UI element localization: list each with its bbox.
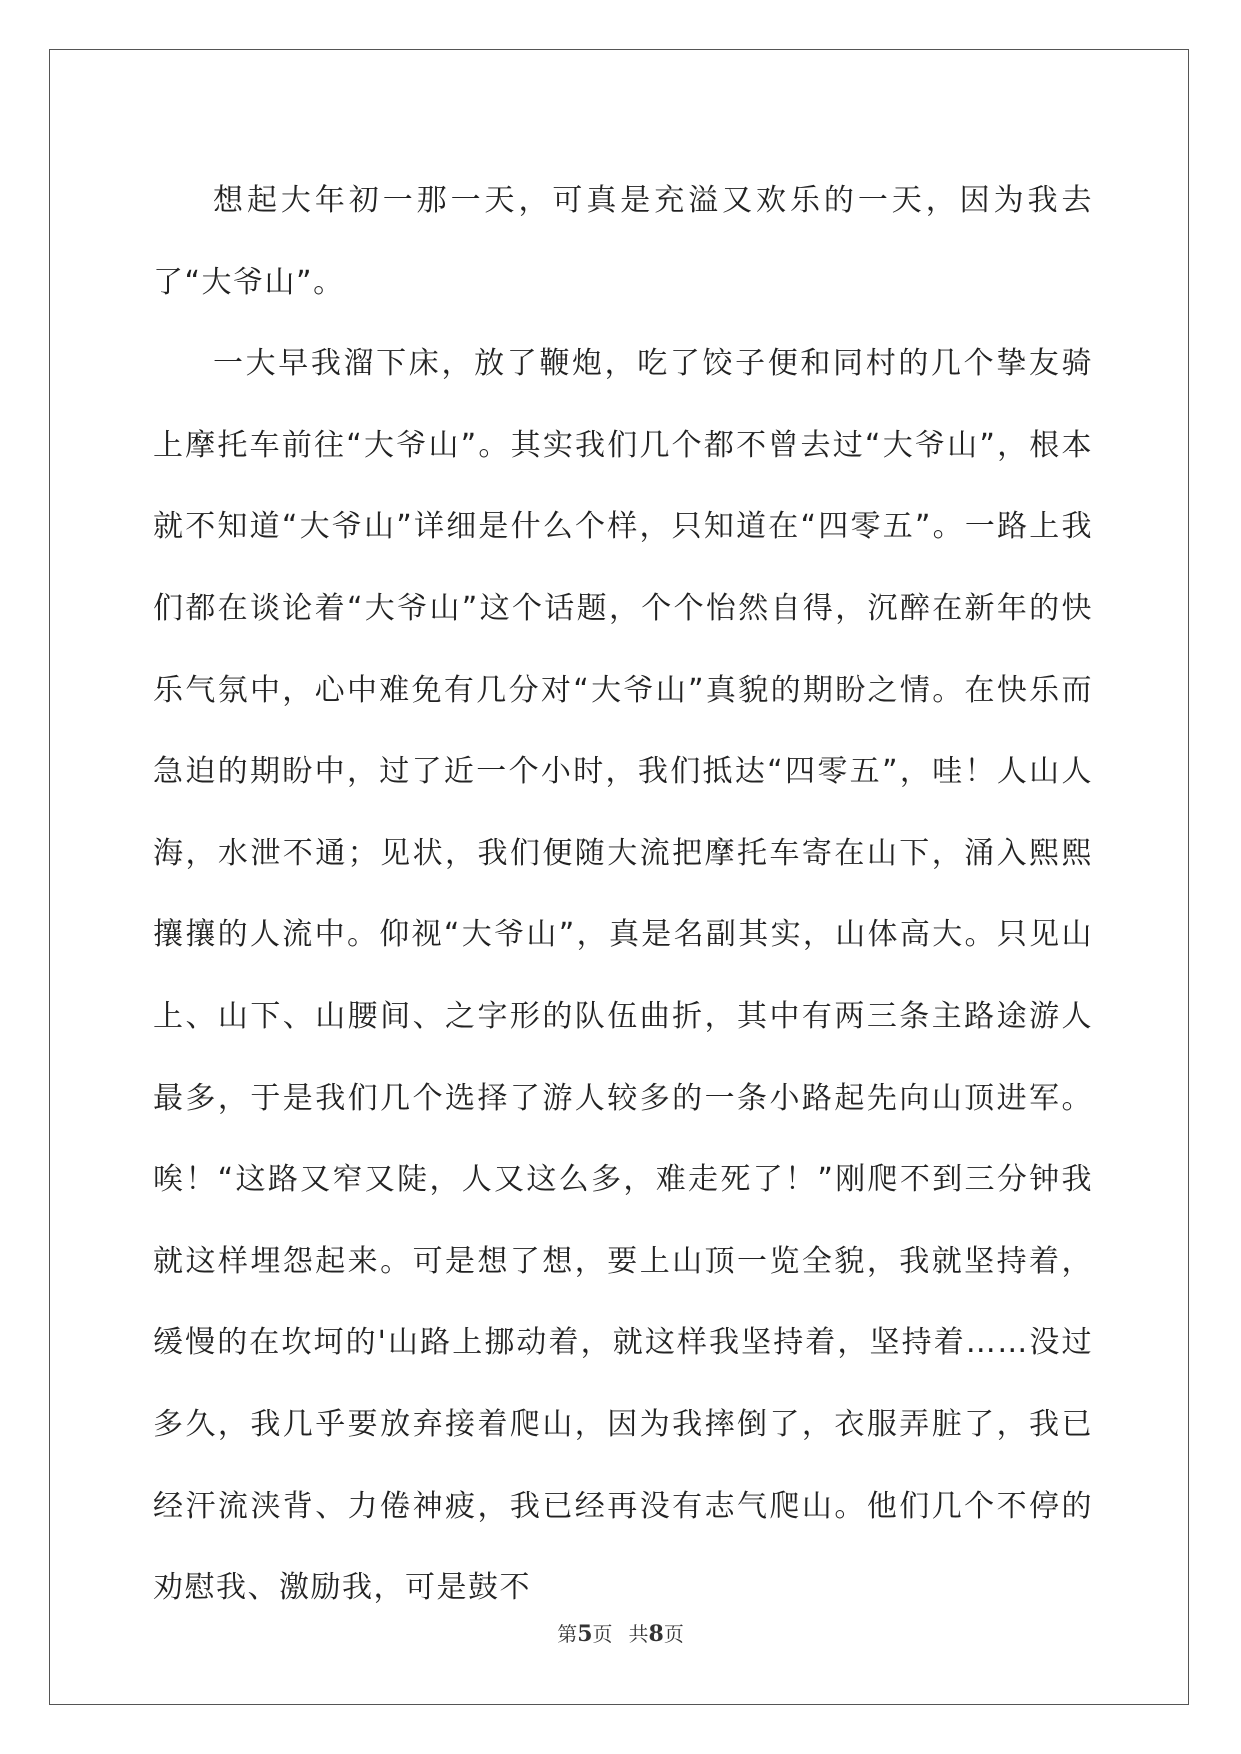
total-page-number: 8 (648, 1621, 664, 1647)
page-suffix: 页 (592, 1622, 613, 1646)
paragraph-1: 想起大年初一那一天，可真是充溢又欢乐的一天，因为我去了“大爷山”。 (153, 183, 1093, 300)
total-suffix: 页 (663, 1622, 684, 1646)
current-page-number: 5 (577, 1621, 593, 1647)
paragraph-2: 一大早我溜下床，放了鞭炮，吃了饺子便和同村的几个挚友骑上摩托车前往“大爷山”。其实我们几个都不曾去过“大爷山”，根本就不知道“大爷山”详细是什么个样，只知道在“四零五”。一路上我们都在谈论着“大爷山”这个话题，个个怡然自得，沉醉在新年的快乐气氛中，心中难免有几分对“大爷山”真貌的期盼之情。在快乐而急迫的期盼中，过了近一个小时，我们抵达“四零五”，哇！人山人海，水泄不通；见状，我们便随大流把摩托车寄在山下，涌入熙熙攘攘的人流中。仰视“大爷山”，真是名副其实，山体高大。只见山上、山下、山腰间、之字形的队伍曲折，其中有两三条主路途游人最多，于是我们几个选择了游人较多的一条小路起先向山顶进军。唉！“这路又窄又陡，人又这么多，难走死了！”刚爬不到三分钟我就这样埋怨起来。可是想了想，要上山顶一览全貌，我就坚持着，缓慢的在坎坷的'山路上挪动着，就这样我坚持着，坚持着……没过多久，我几乎要放弃接着爬山，因为我摔倒了，衣服弄脏了，我已经汗流浃背、力倦神疲，我已经再没有志气爬山。他们几个不停的劝慰我、激励我，可是鼓不 (153, 346, 1093, 1606)
page-footer (0, 1618, 1241, 1647)
document-body (153, 160, 1093, 1629)
total-prefix: 共 (628, 1622, 649, 1646)
page-prefix: 第 (557, 1622, 578, 1646)
